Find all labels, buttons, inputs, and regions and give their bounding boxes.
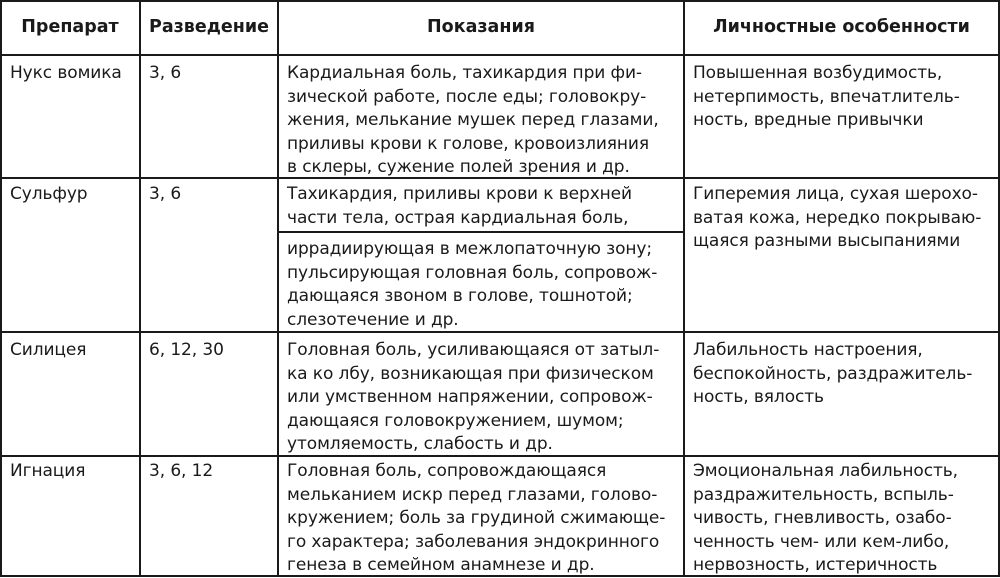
column-rule: [683, 0, 685, 577]
cell-dilution: 6, 12, 30: [149, 340, 224, 360]
cell-indications: Кардиальная боль, тахикардия при фи- зической работе, после еды; головокру- жения, мелькание мушек перед глазами, приливы крови к голове, кровоизлияния в склеры, сужение полей зрения и др.: [287, 63, 659, 177]
header-personality: Личностные особенности: [713, 17, 970, 37]
cell-indications: Тахикардия, приливы крови к верхней части тела, острая кардиальная боль,: [287, 184, 632, 228]
cell-dilution: 3, 6, 12: [149, 461, 214, 481]
header-indications: Показания: [427, 17, 535, 37]
header-dilution: Разведение: [149, 17, 269, 37]
cell-indications: Головная боль, сопровождающаяся мельканием искр перед глазами, голово- кружением; боль за грудиной сжимающе- го характера; заболевания эндокринного генеза в семейном анамнезе и др.: [287, 461, 666, 575]
cell-drug: Нукс вомика: [10, 63, 122, 83]
header-drug: Препарат: [21, 17, 119, 37]
cell-dilution: 3, 6: [149, 63, 182, 83]
cell-drug: Игнация: [10, 461, 86, 481]
inner-row-rule: [277, 231, 683, 233]
header-rule: [0, 54, 1000, 56]
cell-personality: Гиперемия лица, сухая шерохо- ватая кожа, нередко покрываю- щаяся разными высыпаниями: [693, 184, 982, 251]
column-rule: [277, 0, 279, 577]
cell-personality: Повышенная возбудимость, нетерпимость, впечатлитель- ность, вредные привычки: [693, 63, 960, 130]
cell-personality: Эмоциональная лабильность, раздражительность, вспыль- чивость, гневливость, озабо- ченность чем- или кем-либо, нервозность, истеричность: [693, 461, 958, 575]
cell-dilution: 3, 6: [149, 184, 182, 204]
table-border-left: [0, 0, 2, 577]
column-rule: [139, 0, 141, 577]
cell-drug: Сульфур: [10, 184, 88, 204]
cell-indications: Головная боль, усиливающаяся от затыл- ка ко лбу, возникающая при физическом или умственном напряжении, сопровож- дающаяся головокружением, шумом; утомляемость, слабость и др.: [287, 340, 660, 454]
cell-drug: Силицея: [10, 340, 87, 360]
cell-indications-continued: иррадиирующая в межлопаточную зону; пульсирующая головная боль, сопровож- дающаяся звоном в голове, тошнотой; слезотечение и др.: [287, 239, 658, 330]
cell-personality: Лабильность настроения, беспокойность, раздражитель- ность, вялость: [693, 340, 973, 407]
